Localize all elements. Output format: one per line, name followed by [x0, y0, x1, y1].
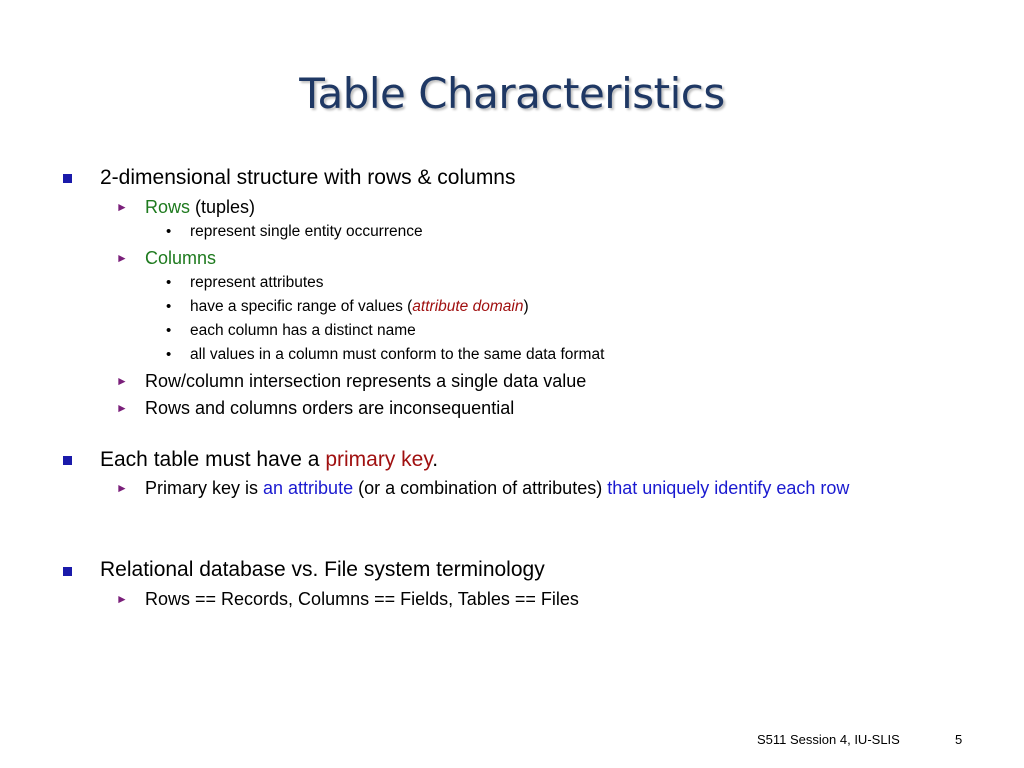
footer-session: S511 Session 4, IU-SLIS [757, 732, 900, 747]
round-bullet-icon: • [166, 274, 172, 291]
arrow-bullet-icon: ► [116, 251, 128, 265]
arrow-bullet-icon: ► [116, 401, 128, 415]
square-bullet-icon [63, 567, 72, 576]
sub-bullet-primary-key-def [145, 477, 945, 499]
rows-rest: (tuples) [190, 197, 256, 217]
page-number: 5 [955, 732, 963, 747]
rows-term: Rows [145, 197, 191, 217]
primary-key-term: primary key [325, 448, 433, 471]
sub-bullet-terminology: Rows == Records, Columns == Fields, Tables == Files [145, 589, 579, 609]
columns-detail-format: all values in a column must conform to the same data format [190, 346, 605, 363]
bullet-terminology: Relational database vs. File system terminology [100, 558, 545, 581]
arrow-bullet-icon: ► [116, 200, 128, 214]
arrow-bullet-icon: ► [116, 592, 128, 606]
sub-bullet-rows [145, 196, 255, 218]
round-bullet-icon: • [166, 346, 172, 363]
columns-detail-attributes: represent attributes [190, 274, 324, 291]
square-bullet-icon [63, 174, 72, 183]
domain-pre: have a specific range of values ( [190, 298, 413, 315]
square-bullet-icon [63, 456, 72, 465]
round-bullet-icon: • [166, 298, 172, 315]
an-attribute-term: an attribute [263, 478, 354, 498]
pk-def-mid: (or a combination of attributes) [353, 478, 608, 498]
columns-detail-domain [190, 297, 529, 317]
uniquely-identify-term: that uniquely identify each row [607, 478, 850, 498]
sub-bullet-intersection: Row/column intersection represents a single data value [145, 371, 587, 391]
round-bullet-icon: • [166, 322, 172, 339]
slide-title: Table Characteristics [299, 69, 725, 118]
rows-detail: represent single entity occurrence [190, 223, 423, 240]
arrow-bullet-icon: ► [116, 374, 128, 388]
columns-detail-name: each column has a distinct name [190, 322, 416, 339]
pk-post: . [432, 448, 439, 471]
arrow-bullet-icon: ► [116, 481, 128, 495]
domain-post: ) [523, 298, 529, 315]
bullet-structure: 2-dimensional structure with rows & columns [100, 166, 516, 189]
sub-bullet-columns: Columns [145, 248, 217, 268]
round-bullet-icon: • [166, 223, 172, 240]
pk-pre: Each table must have a [100, 448, 326, 471]
sub-bullet-order: Rows and columns orders are inconsequential [145, 398, 515, 418]
bullet-primary-key [100, 447, 438, 473]
attribute-domain-term: attribute domain [412, 298, 524, 315]
pk-def-pre: Primary key is [145, 478, 264, 498]
